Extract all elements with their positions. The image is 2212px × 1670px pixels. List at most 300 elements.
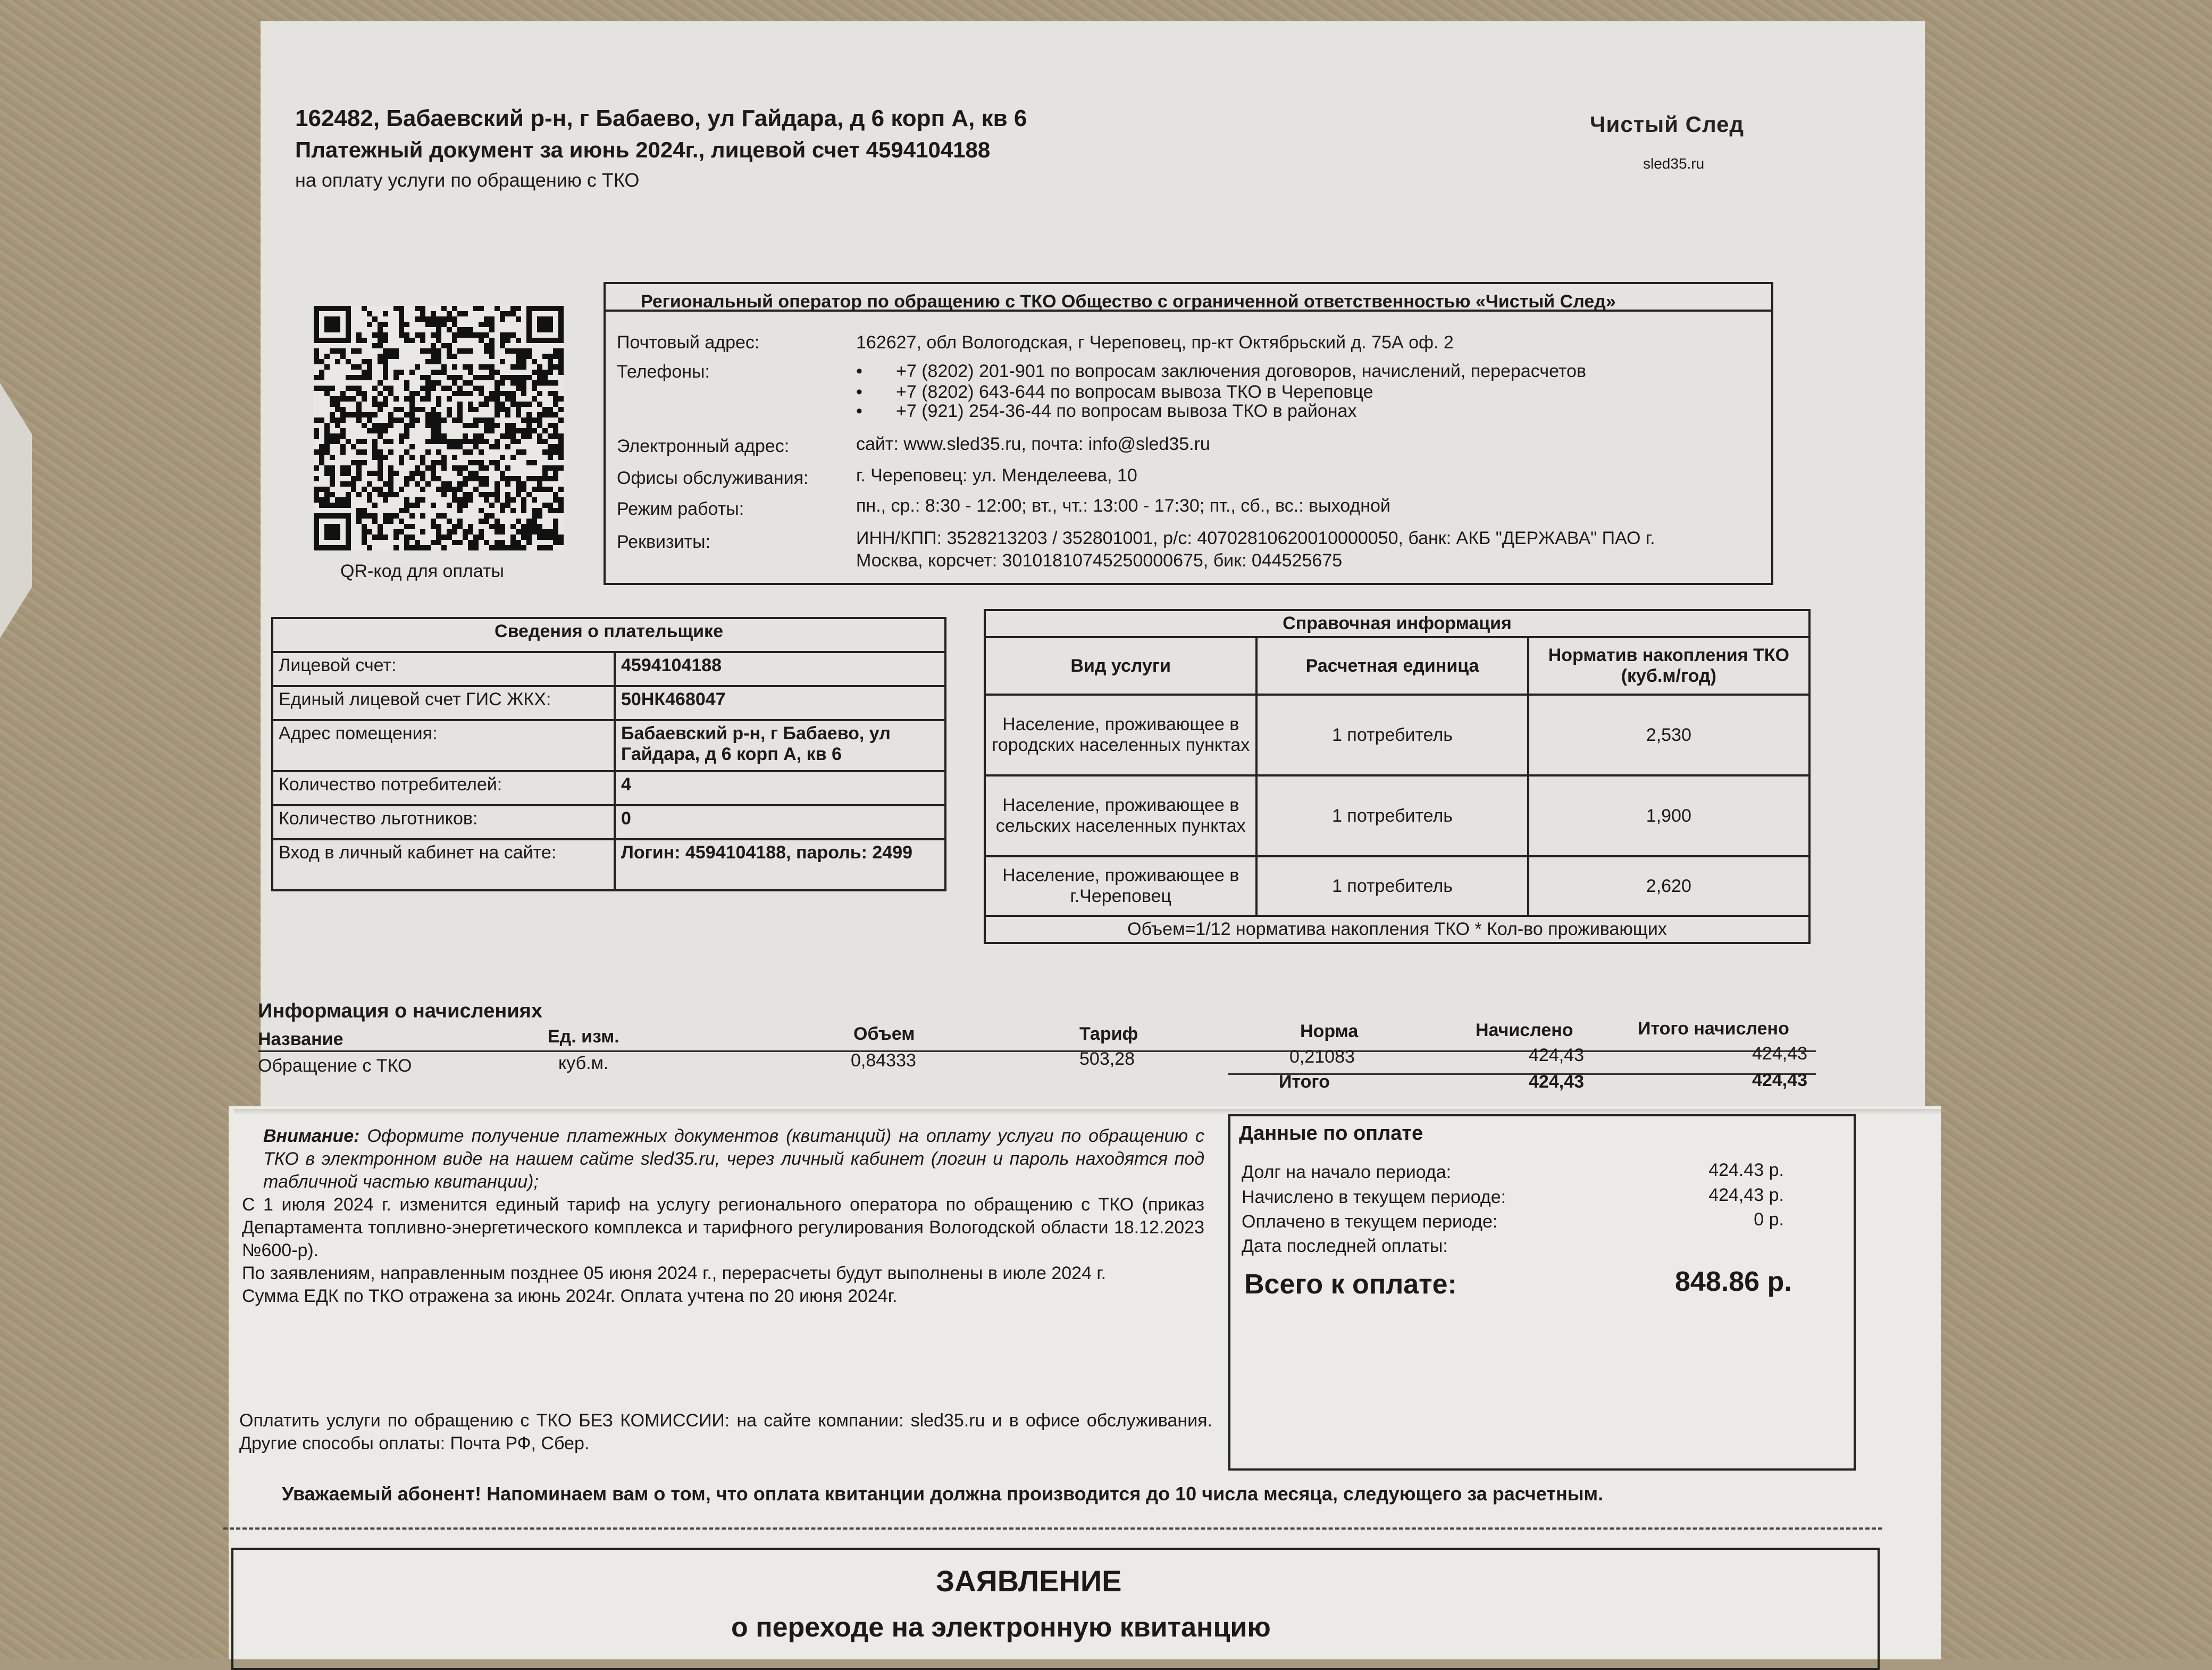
qr-module (457, 503, 463, 508)
qr-module (399, 332, 404, 338)
qr-module (510, 540, 516, 545)
qr-module (516, 476, 521, 481)
qr-module (324, 391, 330, 396)
qr-module (441, 364, 447, 370)
qr-module (399, 508, 404, 513)
qr-module (510, 455, 516, 460)
qr-module (495, 545, 500, 550)
qr-module (319, 449, 324, 455)
qr-module (479, 460, 484, 465)
qr-module (441, 386, 447, 391)
qr-module (489, 418, 495, 423)
qr-module (351, 348, 356, 354)
qr-module (356, 332, 362, 338)
qr-module (404, 497, 409, 503)
qr-module (436, 540, 441, 545)
qr-module (409, 396, 415, 402)
qr-module (548, 433, 553, 439)
qr-module (526, 354, 532, 359)
qr-module (521, 418, 526, 423)
qr-module (340, 418, 346, 423)
qr-module (447, 503, 452, 508)
qr-module (415, 407, 420, 412)
qr-module (500, 433, 505, 439)
qr-module (436, 423, 441, 428)
qr-module (447, 327, 452, 332)
qr-module (457, 407, 463, 412)
qr-module (314, 449, 319, 455)
qr-module (324, 465, 330, 471)
qr-module (356, 449, 362, 455)
qr-module (553, 428, 558, 433)
qr-module (362, 513, 367, 519)
qr-module (330, 439, 335, 444)
qr-module (393, 471, 399, 476)
qr-module (532, 359, 537, 364)
ref-service: Население, проживающее в сельских населенных пунктах (985, 775, 1256, 856)
header-address: 162482, Бабаевский р-н, г Бабаево, ул Гайдара, д 6 корп А, кв 6 (295, 105, 1027, 131)
qr-module (409, 338, 415, 343)
qr-module (314, 386, 319, 391)
qr-module (516, 519, 521, 524)
payer-label: Вход в личный кабинет на сайте: (272, 839, 615, 890)
qr-module (314, 487, 319, 492)
qr-module (431, 433, 436, 439)
qr-module (479, 465, 484, 471)
qr-module (532, 476, 537, 481)
qr-module (324, 492, 330, 497)
qr-module (367, 481, 372, 487)
qr-module (489, 423, 495, 428)
charges-total-charged: 424,43 (1529, 1072, 1584, 1092)
qr-module (452, 529, 457, 535)
qr-module (420, 407, 425, 412)
qr-module (415, 364, 420, 370)
qr-module (378, 524, 383, 529)
qr-module (441, 322, 447, 327)
qr-module (346, 465, 351, 471)
qr-module (415, 332, 420, 338)
qr-module (388, 487, 393, 492)
qr-module (463, 449, 468, 455)
qr-module (420, 386, 425, 391)
qr-module (420, 375, 425, 380)
qr-module (404, 535, 409, 540)
qr-module (324, 444, 330, 449)
qr-module (404, 423, 409, 428)
qr-module (516, 439, 521, 444)
qr-module (452, 524, 457, 529)
qr-module (532, 370, 537, 375)
qr-module (436, 487, 441, 492)
qr-module (558, 465, 564, 471)
qr-module (548, 465, 553, 471)
qr-module (510, 433, 516, 439)
qr-module (431, 370, 436, 375)
qr-module (388, 481, 393, 487)
qr-module (537, 364, 542, 370)
qr-module (330, 386, 335, 391)
charges-header-charged: Начислено (1476, 1020, 1573, 1040)
qr-module (447, 407, 452, 412)
qr-module (436, 322, 441, 327)
qr-module (441, 433, 447, 439)
payment-value: 424.43 р. (1708, 1160, 1784, 1180)
qr-module (548, 508, 553, 513)
qr-module (388, 465, 393, 471)
qr-module (452, 354, 457, 359)
qr-module (319, 370, 324, 375)
qr-module (340, 396, 346, 402)
operator-label-4: Электронный адрес: (617, 436, 790, 456)
qr-module (314, 354, 319, 359)
qr-module (473, 540, 479, 545)
qr-module (548, 476, 553, 481)
qr-module (431, 332, 436, 338)
qr-module (362, 529, 367, 535)
qr-module (484, 396, 489, 402)
payment-value: 0 р. (1754, 1209, 1784, 1230)
qr-module (463, 423, 468, 428)
qr-module (324, 428, 330, 433)
qr-module (516, 492, 521, 497)
qr-module (463, 529, 468, 535)
qr-module (473, 444, 479, 449)
qr-module (521, 364, 526, 370)
qr-module (479, 535, 484, 540)
notice-paragraph-5: Оплатить услуги по обращению с ТКО БЕЗ КОМИССИИ: на сайте компании: sled35.ru и в офисе обслуживания. Другие способы оплаты: Почта РФ, Сбер. (239, 1410, 1212, 1454)
qr-module (521, 391, 526, 396)
qr-module (505, 375, 510, 380)
qr-module (362, 359, 367, 364)
qr-module (489, 503, 495, 508)
qr-module (532, 386, 537, 391)
qr-module (372, 455, 378, 460)
qr-module (319, 497, 324, 503)
qr-module (409, 535, 415, 540)
operator-value-6: пн., ср.: 8:30 - 12:00; вт., чт.: 13:00 - 17:30; пт., сб., вс.: выходной (856, 496, 1390, 516)
qr-module (457, 524, 463, 529)
qr-module (388, 391, 393, 396)
qr-module (362, 524, 367, 529)
qr-module (548, 529, 553, 535)
qr-module (393, 370, 399, 375)
qr-module (542, 449, 548, 455)
qr-module (393, 492, 399, 497)
qr-module (393, 418, 399, 423)
qr-module (388, 423, 393, 428)
qr-module (378, 460, 383, 465)
qr-module (495, 481, 500, 487)
ref-service: Население, проживающее в г.Череповец (985, 856, 1256, 916)
qr-module (404, 540, 409, 545)
qr-module (473, 545, 479, 550)
qr-module (367, 471, 372, 476)
qr-module (314, 492, 319, 497)
qr-module (537, 529, 542, 535)
qr-module (420, 529, 425, 535)
qr-module (553, 535, 558, 540)
qr-module (415, 545, 420, 550)
qr-module (457, 311, 463, 316)
qr-module (447, 487, 452, 492)
qr-module (542, 471, 548, 476)
qr-module (378, 343, 383, 348)
qr-module (409, 545, 415, 550)
qr-module (505, 476, 510, 481)
qr-module (436, 316, 441, 322)
qr-module (500, 524, 505, 529)
qr-module (495, 460, 500, 465)
qr-module (516, 364, 521, 370)
qr-module (457, 519, 463, 524)
qr-module (324, 423, 330, 428)
qr-module (452, 439, 457, 444)
qr-module (404, 396, 409, 402)
qr-module (372, 423, 378, 428)
qr-module (468, 423, 473, 428)
qr-module (457, 375, 463, 380)
qr-module (526, 428, 532, 433)
qr-module (346, 396, 351, 402)
qr-module (314, 348, 319, 354)
qr-module (457, 412, 463, 418)
qr-module (542, 428, 548, 433)
qr-module (383, 439, 388, 444)
qr-module (457, 327, 463, 332)
qr-module (489, 348, 495, 354)
qr-module (473, 386, 479, 391)
qr-module (489, 370, 495, 375)
qr-module (473, 375, 479, 380)
qr-module (378, 492, 383, 497)
qr-module (367, 311, 372, 316)
qr-module (383, 492, 388, 497)
qr-module (463, 465, 468, 471)
payer-label: Адрес помещения: (272, 720, 615, 771)
qr-module (431, 348, 436, 354)
qr-module (436, 370, 441, 375)
qr-module (330, 476, 335, 481)
qr-module (346, 412, 351, 418)
qr-module (372, 316, 378, 322)
qr-module (452, 306, 457, 311)
qr-module (484, 348, 489, 354)
qr-module (420, 316, 425, 322)
qr-module (521, 348, 526, 354)
qr-module (409, 476, 415, 481)
qr-module (409, 444, 415, 449)
operator-value-3: +7 (921) 254-36-44 по вопросам вывоза ТКО в районах (896, 401, 1357, 421)
qr-module (383, 364, 388, 370)
qr-module (558, 455, 564, 460)
qr-module (393, 529, 399, 535)
qr-module (431, 423, 436, 428)
charges-row-total: 424,43 (1752, 1043, 1807, 1064)
qr-module (457, 487, 463, 492)
qr-module (484, 322, 489, 327)
qr-module (542, 476, 548, 481)
charges-header-norm: Норма (1300, 1021, 1359, 1041)
qr-module (484, 519, 489, 524)
qr-module (399, 529, 404, 535)
qr-module (362, 391, 367, 396)
qr-module (425, 418, 431, 423)
qr-module (367, 370, 372, 375)
qr-module (521, 497, 526, 503)
qr-module (388, 386, 393, 391)
qr-module (415, 306, 420, 311)
qr-module (393, 348, 399, 354)
qr-module (340, 412, 346, 418)
qr-module (526, 402, 532, 407)
qr-module (526, 476, 532, 481)
qr-module (404, 476, 409, 481)
qr-module (436, 359, 441, 364)
qr-module (457, 481, 463, 487)
payment-title: Данные по оплате (1239, 1122, 1423, 1145)
qr-module (436, 476, 441, 481)
charges-total-label: Итого (1279, 1072, 1330, 1092)
qr-module (489, 391, 495, 396)
ref-norm: 2,530 (1528, 695, 1809, 775)
qr-module (404, 524, 409, 529)
qr-module (324, 497, 330, 503)
qr-module (404, 322, 409, 327)
qr-module (537, 375, 542, 380)
payer-row (272, 652, 945, 686)
qr-module (314, 418, 319, 423)
qr-module (383, 332, 388, 338)
qr-module (489, 428, 495, 433)
operator-label-7: Реквизиты: (617, 532, 711, 552)
payer-value: Бабаевский р-н, г Бабаево, ул Гайдара, д 6 корп А, кв 6 (615, 720, 945, 771)
qr-module (468, 348, 473, 354)
qr-module (468, 370, 473, 375)
qr-module (420, 455, 425, 460)
qr-module (553, 492, 558, 497)
qr-module (324, 364, 330, 370)
charges-header-tariff: Тариф (1079, 1024, 1138, 1044)
qr-module (404, 428, 409, 433)
qr-module (479, 364, 484, 370)
payer-value: Логин: 4594104188, пароль: 2499 (615, 839, 945, 890)
qr-module (521, 481, 526, 487)
qr-module (441, 306, 447, 311)
qr-module (505, 407, 510, 412)
qr-module (463, 476, 468, 481)
qr-module (457, 386, 463, 391)
qr-module (372, 396, 378, 402)
qr-module (372, 439, 378, 444)
qr-module (558, 359, 564, 364)
qr-module (468, 497, 473, 503)
qr-module (431, 322, 436, 327)
qr-module (548, 354, 553, 359)
qr-module (447, 439, 452, 444)
qr-module (415, 540, 420, 545)
qr-module (558, 540, 564, 545)
payer-value: 4 (615, 771, 945, 805)
qr-module (516, 487, 521, 492)
qr-module (505, 497, 510, 503)
qr-module (452, 322, 457, 327)
qr-module (431, 386, 436, 391)
qr-module (452, 455, 457, 460)
qr-module (500, 455, 505, 460)
qr-module (510, 396, 516, 402)
qr-module (436, 433, 441, 439)
charges-row-name: Обращение с ТКО (258, 1056, 412, 1076)
qr-module (362, 396, 367, 402)
qr-module (548, 412, 553, 418)
qr-module (362, 412, 367, 418)
qr-module (553, 391, 558, 396)
qr-module (553, 412, 558, 418)
qr-module (452, 418, 457, 423)
qr-module (537, 545, 542, 550)
qr-module (425, 481, 431, 487)
qr-module (420, 338, 425, 343)
qr-module (330, 481, 335, 487)
qr-module (399, 306, 404, 311)
qr-module (452, 364, 457, 370)
ref-unit: 1 потребитель (1256, 856, 1528, 916)
qr-module (378, 423, 383, 428)
qr-module (505, 348, 510, 354)
qr-module (415, 465, 420, 471)
qr-module (362, 487, 367, 492)
qr-module (495, 524, 500, 529)
qr-module (367, 418, 372, 423)
qr-module (484, 428, 489, 433)
qr-module (431, 428, 436, 433)
notice-paragraph-2: С 1 июля 2024 г. изменится единый тариф на услугу регионального оператора по обращению с ТКО (приказ Департамента топливно-энергетического комплекса и тарифного регулирования Вологодской области 18.12.2023 №600-р). (242, 1195, 1204, 1260)
qr-module (479, 439, 484, 444)
qr-module (425, 348, 431, 354)
qr-module (335, 418, 340, 423)
qr-module (489, 492, 495, 497)
qr-module (378, 354, 383, 359)
qr-module (468, 449, 473, 455)
qr-module (367, 359, 372, 364)
qr-module (542, 380, 548, 386)
qr-module (479, 332, 484, 338)
qr-module (346, 359, 351, 364)
qr-module (314, 433, 319, 439)
qr-module (521, 503, 526, 508)
qr-module (510, 497, 516, 503)
qr-module (425, 449, 431, 455)
qr-module (542, 439, 548, 444)
qr-module (383, 396, 388, 402)
qr-module (532, 529, 537, 535)
qr-module (489, 338, 495, 343)
qr-module (500, 332, 505, 338)
qr-module (558, 354, 564, 359)
qr-module (521, 535, 526, 540)
qr-module (431, 343, 436, 348)
qr-module (548, 535, 553, 540)
qr-module (510, 545, 516, 550)
qr-module (362, 535, 367, 540)
qr-module (441, 418, 447, 423)
qr-module (399, 418, 404, 423)
operator-value-4: сайт: www.sled35.ru, почта: info@sled35.ru (856, 434, 1210, 454)
qr-module (383, 370, 388, 375)
qr-module (521, 386, 526, 391)
qr-module (378, 471, 383, 476)
